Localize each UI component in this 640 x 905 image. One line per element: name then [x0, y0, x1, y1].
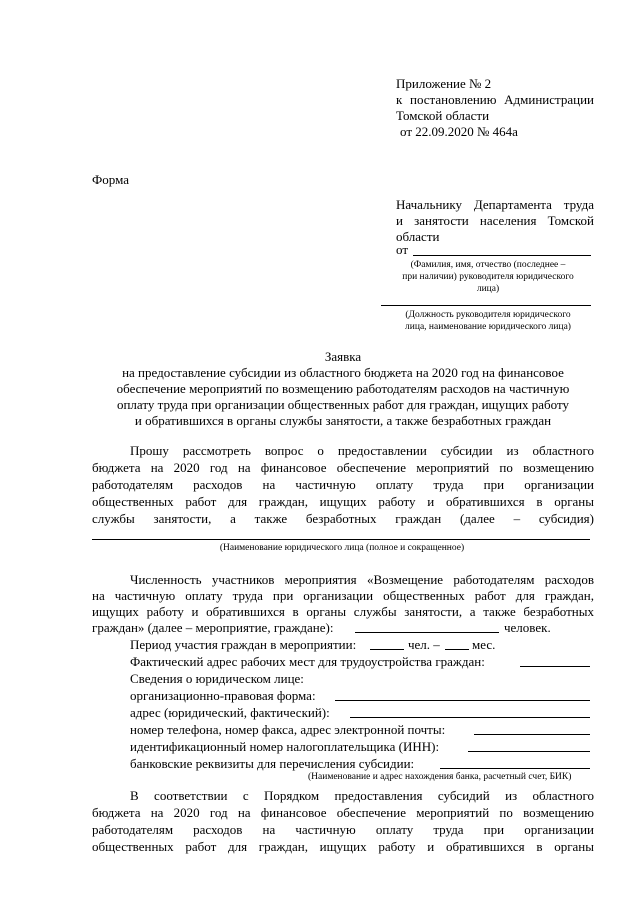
appendix-line-3: Томской области	[396, 108, 490, 123]
addressee-note-2-line-1: (Должность руководителя юридического	[405, 310, 571, 320]
addressee-name-line	[413, 255, 591, 256]
para3-line-4: общественных работ для граждан, ищущих работу и обратившихся в органы	[92, 839, 594, 854]
para2-line-4-text: граждан» (далее – мероприятие, граждане):	[92, 620, 334, 635]
legal-form-label: организационно-правовая форма:	[130, 688, 316, 703]
appendix-line-4: от 22.09.2020 № 464а	[400, 124, 518, 139]
para1-line-2: бюджета на 2020 год на финансовое обеспечение мероприятий по возмещению	[92, 460, 594, 475]
period-months-unit: мес.	[472, 637, 496, 652]
para3-line-1: В соответствии с Порядком предоставления субсидий из областного	[130, 788, 594, 803]
legal-entity-name-line	[92, 539, 590, 540]
para1-line-5: службы занятости, а также безработных граждан (далее – субсидия)	[92, 511, 594, 526]
addressee-from: от	[396, 242, 409, 257]
para2-line-4-unit: человек.	[504, 620, 551, 635]
legal-address-line	[350, 717, 590, 718]
inn-label: идентификационный номер налогоплательщика (ИНН):	[130, 739, 440, 754]
addressee-line-3: области	[396, 229, 440, 244]
period-label: Период участия граждан в мероприятии:	[130, 637, 357, 652]
work-address-label: Фактический адрес рабочих мест для трудоустройства граждан:	[130, 654, 485, 669]
participants-count-line	[355, 632, 499, 633]
period-months-line	[445, 649, 469, 650]
bank-note: (Наименование и адрес нахождения банка, расчетный счет, БИК)	[308, 772, 572, 782]
para2-line-2: на частичную оплату труда при организации общественных работ для граждан,	[92, 588, 594, 603]
bank-label: банковские реквизиты для перечисления субсидии:	[130, 756, 415, 771]
legal-info-header: Сведения о юридическом лице:	[130, 671, 304, 686]
addressee-note-2-line-2: лица, наименование юридического лица)	[405, 322, 571, 332]
appendix-line-1: Приложение № 2	[396, 76, 492, 91]
contacts-label: номер телефона, номер факса, адрес электронной почты:	[130, 722, 446, 737]
addressee-position-line	[381, 305, 591, 306]
title-line-1: на предоставление субсидии из областного бюджета на 2020 год на финансовое	[122, 365, 564, 380]
inn-line	[468, 751, 590, 752]
para2-line-1: Численность участников мероприятия «Возмещение работодателям расходов	[130, 572, 594, 587]
form-label: Форма	[92, 172, 129, 187]
period-people-unit: чел. –	[408, 637, 440, 652]
para1-line-3: работодателям расходов на частичную оплату труда при организации	[92, 477, 594, 492]
bank-line	[440, 768, 590, 769]
contacts-line	[474, 734, 590, 735]
legal-address-label: адрес (юридический, фактический):	[130, 705, 330, 720]
title-line-3: оплату труда при организации общественных работ для граждан, ищущих работу	[116, 397, 570, 412]
addressee-line-1: Начальнику Департамента труда	[396, 197, 594, 212]
legal-form-line	[335, 700, 590, 701]
title-line-2: обеспечение мероприятий по возмещению работодателям расходов на частичную	[116, 381, 570, 396]
para1-note: (Наименование юридического лица (полное и сокращенное)	[219, 543, 465, 553]
addressee-note-1-line-2: при наличии) руководителя юридического	[402, 272, 574, 282]
para3-line-3: работодателям расходов на частичную оплату труда при организации	[92, 822, 594, 837]
work-address-line	[520, 666, 590, 667]
para1-line-4: общественных работ для граждан, ищущих работу и обратившихся в органы	[92, 494, 594, 509]
para1-line-1: Прошу рассмотреть вопрос о предоставлении субсидии из областного	[130, 443, 594, 458]
period-people-line	[370, 649, 404, 650]
appendix-line-2: к постановлению Администрации	[396, 92, 594, 107]
title-word: Заявка	[324, 349, 362, 364]
addressee-note-1-line-1: (Фамилия, имя, отчество (последнее –	[410, 260, 566, 270]
para3-line-2: бюджета на 2020 год на финансовое обеспечение мероприятий по возмещению	[92, 805, 594, 820]
title-line-4: и обратившихся в органы службы занятости, а также безработных граждан	[134, 413, 552, 428]
addressee-line-2: и занятости населения Томской	[396, 213, 594, 228]
addressee-note-1-line-3: лица)	[476, 284, 500, 294]
para2-line-3: ищущих работу и обратившихся в органы службы занятости, а также безработных	[92, 604, 594, 619]
